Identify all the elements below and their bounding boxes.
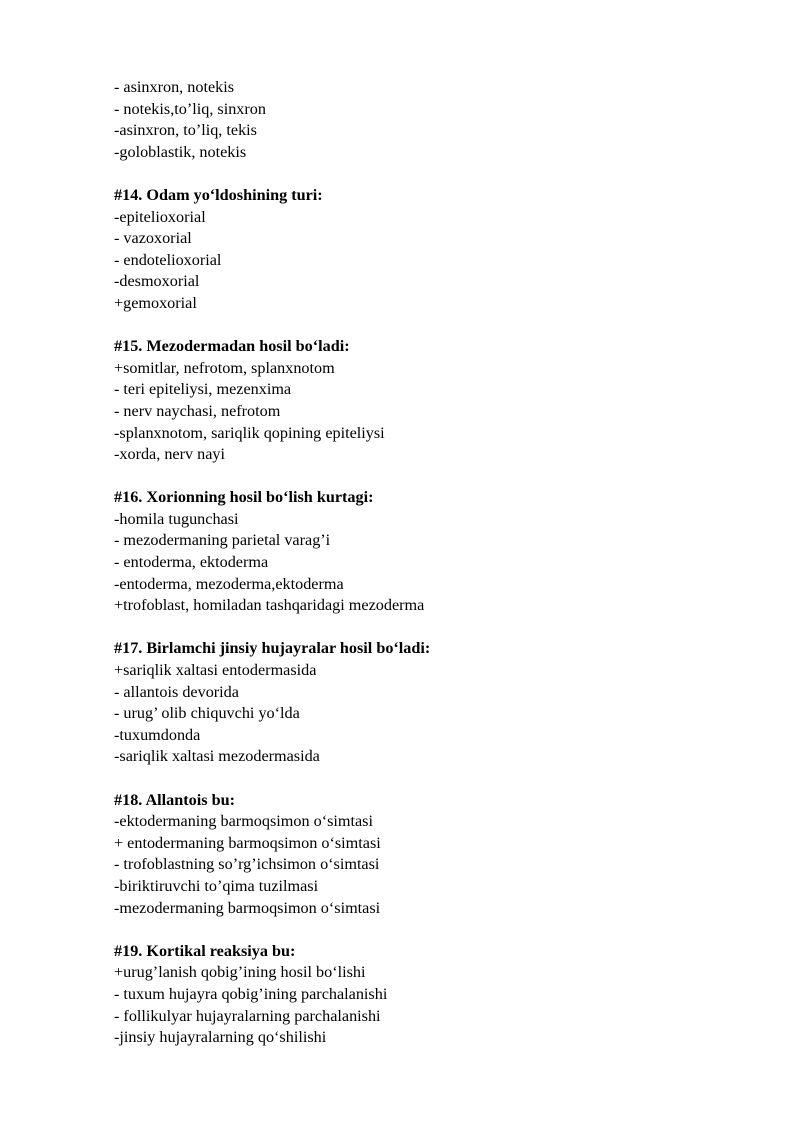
question-title: #14. Odam yo‘ldoshining turi: xyxy=(114,185,323,204)
question-16 xyxy=(114,487,754,617)
question-title: #16. Xorionning hosil bo‘lish kurtagi: xyxy=(114,488,374,507)
answer-option: -jinsiy hujayralarning qo‘shilishi xyxy=(114,1028,327,1047)
answer-option: +somitlar, nefrotom, splanxnotom xyxy=(114,358,335,377)
question-title: #15. Mezodermadan hosil bo‘ladi: xyxy=(114,337,350,356)
answer-option: -splanxnotom, sariqlik qopining epiteliysi xyxy=(114,423,385,442)
answer-option: -biriktiruvchi to’qima tuzilmasi xyxy=(114,876,319,895)
answer-option: -sariqlik xaltasi mezodermasida xyxy=(114,747,320,766)
answer-option: - allantois devorida xyxy=(114,682,239,701)
answer-option: -ektodermaning barmoqsimon o‘simtasi xyxy=(114,812,373,831)
answer-option: - urug’ olib chiquvchi yo‘lda xyxy=(114,704,300,723)
question-14 xyxy=(114,185,754,315)
answer-option: +urug’lanish qobig’ining hosil bo‘lishi xyxy=(114,963,366,982)
question-title: #18. Allantois bu: xyxy=(114,790,235,809)
answer-option: +gemoxorial xyxy=(114,293,197,312)
answer-option: - follikulyar hujayralarning parchalanishi xyxy=(114,1006,381,1025)
answer-option: -epitelioxorial xyxy=(114,207,206,226)
answer-option: - mezodermaning parietal varag’i xyxy=(114,531,331,550)
answer-option: - nerv naychasi, nefrotom xyxy=(114,401,281,420)
answer-option: - vazoxorial xyxy=(114,229,192,248)
answer-option: - tuxum hujayra qobig’ining parchalanishi xyxy=(114,984,388,1003)
answer-option: -mezodermaning barmoqsimon o‘simtasi xyxy=(114,898,381,917)
answer-option: -goloblastik, notekis xyxy=(114,142,247,161)
answer-option: -xorda, nerv nayi xyxy=(114,445,226,464)
question-15 xyxy=(114,336,754,466)
question-title: #19. Kortikal reaksiya bu: xyxy=(114,941,296,960)
leading-options xyxy=(114,77,754,163)
answer-option: - endotelioxorial xyxy=(114,250,222,269)
answer-option: -entoderma, mezoderma,ektoderma xyxy=(114,574,344,593)
answer-option: + entodermaning barmoqsimon o‘simtasi xyxy=(114,833,381,852)
answer-option: +trofoblast, homiladan tashqaridagi mezoderma xyxy=(114,596,425,615)
document-page xyxy=(114,77,754,1049)
question-title: #17. Birlamchi jinsiy hujayralar hosil bo‘ladi: xyxy=(114,639,431,658)
answer-option: -asinxron, to’liq, tekis xyxy=(114,121,257,140)
answer-option: - teri epiteliysi, mezenxima xyxy=(114,380,292,399)
answer-option: - notekis,to’liq, sinxron xyxy=(114,99,266,118)
answer-option: - trofoblastning so’rg’ichsimon o‘simtasi xyxy=(114,855,380,874)
question-17 xyxy=(114,638,754,768)
answer-option: -homila tugunchasi xyxy=(114,509,239,528)
answer-option: - asinxron, notekis xyxy=(114,78,235,96)
answer-option: +sariqlik xaltasi entodermasida xyxy=(114,661,317,680)
answer-option: - entoderma, ektoderma xyxy=(114,553,269,572)
question-18 xyxy=(114,790,754,920)
question-19 xyxy=(114,941,754,1049)
answer-option: -desmoxorial xyxy=(114,272,200,291)
answer-option: -tuxumdonda xyxy=(114,725,201,744)
